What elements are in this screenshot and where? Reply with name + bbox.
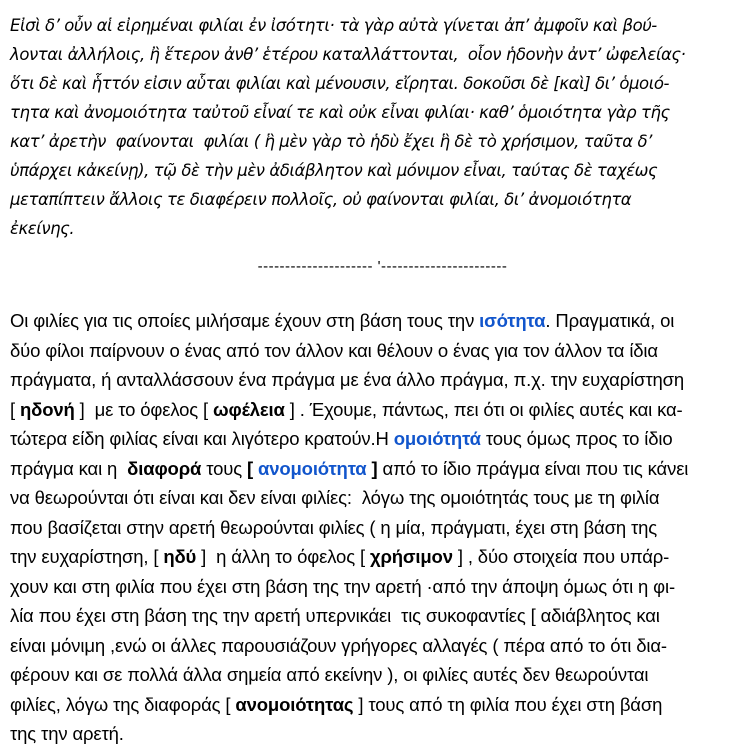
- text-segment: τώτερα είδη φιλίας είναι και λιγότερο κρατούν.Η: [10, 428, 394, 449]
- text-segment: που βασίζεται στην αρετή θεωρούνται φιλίες ( η μία, πράγματι, έχει στη βάση της: [10, 516, 658, 538]
- section-divider: --------------------- '-----------------------: [257, 258, 508, 275]
- text-line: Εἰσὶ δ’ οὖν αἱ εἰρημέναι φιλίαι ἐν ἰσότητι· τὰ γὰρ αὐτὰ γίνεται ἀπ’ ἀμφοῖν καὶ βού-: [10, 16, 657, 35]
- text-segment: ηδονή: [19, 398, 75, 420]
- text-line: [10, 483, 725, 513]
- text-segment: ] η άλλη το όφελος [: [196, 546, 370, 567]
- text-segment: Οι φιλίες για τις οποίες μιλήσαμε έχουν στη βάση τους την: [10, 310, 480, 331]
- text-segment: λία που έχει στη βάση της την αρετή υπερνικάει τις συκοφαντίες [ αδιάβλητος και: [10, 605, 660, 626]
- text-line: ἐκείνης.: [10, 219, 75, 238]
- text-segment: ισότητα: [479, 310, 546, 331]
- modern-greek-paragraph: [10, 306, 725, 749]
- text-line: [10, 306, 725, 336]
- text-line: [10, 365, 725, 395]
- text-segment: ]: [366, 457, 378, 479]
- ancient-greek-paragraph: [10, 11, 725, 243]
- text-segment: [: [10, 398, 20, 420]
- text-segment: [: [246, 457, 258, 479]
- text-segment: ] . Έχουμε, πάντως, πει ότι οι φιλίες αυτές και κα-: [284, 398, 683, 420]
- text-line: κατ’ ἀρετὴν φαίνονται φιλίαι ( ἣ μὲν γὰρ τὸ ἡδὺ ἔχει ἣ δὲ τὸ χρήσιμον, ταῦτα δ’: [10, 132, 652, 151]
- text-segment: να θεωρούνται ότι είναι και δεν είναι φιλίες: λόγω της ομοιότητάς τους με τη φιλία: [10, 487, 660, 508]
- text-line: [10, 395, 725, 425]
- text-segment: τους: [201, 457, 247, 479]
- text-segment: ωφέλεια: [213, 398, 285, 420]
- text-segment: φιλίες, λόγω της διαφοράς [: [10, 693, 236, 715]
- text-line: [10, 336, 725, 366]
- text-segment: φέρουν και σε πολλά άλλα σημεία από εκείνην ), οι φιλίες αυτές δεν θεωρούνται: [10, 664, 649, 685]
- text-segment: ] με το όφελος [: [74, 398, 214, 420]
- text-segment: είναι μόνιμη ,ενώ οι άλλες παρουσιάζουν γρήγορες αλλαγές ( πέρα από το ότι δια-: [10, 634, 667, 656]
- text-line: [10, 690, 725, 720]
- text-segment: ] τους από τη φιλία που έχει στη βάση: [353, 693, 663, 715]
- text-segment: ανομοιότητας: [235, 693, 354, 715]
- text-line: [10, 631, 725, 661]
- text-segment: χουν και στη φιλία που έχει στη βάση της την αρετή ·από την άποψη όμως ότι η φι-: [10, 575, 675, 597]
- text-segment: πράγματα, ή ανταλλάσσουν ένα πράγμα με ένα άλλο πράγμα, π.χ. την ευχαρίστηση: [10, 369, 685, 390]
- text-line: [10, 542, 725, 572]
- text-segment: διαφορά: [127, 457, 202, 479]
- text-line: [10, 454, 725, 484]
- text-segment: πράγμα και η: [10, 457, 128, 479]
- text-segment: της την αρετή.: [10, 723, 124, 744]
- text-line: [10, 513, 725, 543]
- text-line: [10, 572, 725, 602]
- text-line: [10, 601, 725, 631]
- text-line: [10, 424, 725, 454]
- text-line: τητα καὶ ἀνομοιότητα ταὐτοῦ εἶναί τε καὶ οὐκ εἶναι φιλίαι· καθ’ ὁμοιότητα γὰρ τῆς: [10, 103, 670, 122]
- text-line: λονται ἀλλήλοις, ἢ ἕτερον ἀνθ’ ἑτέρου καταλλάττονται, οἷον ἡδονὴν ἀντ’ ὠφελείας·: [10, 45, 686, 64]
- text-line: [10, 660, 725, 690]
- text-segment: από το ίδιο πράγμα είναι που τις κάνει: [377, 457, 689, 479]
- text-line: ὑπάρχει κἀκείνῃ), τῷ δὲ τὴν μὲν ἀδιάβλητον καὶ μόνιμον εἶναι, ταύτας δὲ ταχέως: [10, 161, 658, 180]
- text-segment: ομοιότητά: [393, 428, 481, 449]
- text-segment: . Πραγματικά, οι: [545, 310, 675, 331]
- text-segment: ] , δύο στοιχεία που υπάρ-: [452, 546, 670, 567]
- text-line: ὅτι δὲ καὶ ἧττόν εἰσιν αὗται φιλίαι καὶ μένουσιν, εἴρηται. δοκοῦσι δὲ [καὶ] δι’ ὁμοιό-: [10, 74, 669, 93]
- text-segment: χρήσιμον: [369, 546, 453, 567]
- text-line: [10, 719, 725, 749]
- text-segment: τους όμως προς το ίδιο: [480, 428, 673, 449]
- text-segment: την ευχαρίστηση, [: [10, 546, 164, 567]
- text-line: μεταπίπτειν ἄλλοις τε διαφέρειν πολλοῖς, οὐ φαίνονται φιλίαι, δι’ ἀνομοιότητα: [10, 190, 632, 209]
- text-segment: ηδύ: [163, 546, 197, 567]
- text-segment: δύο φίλοι παίρνουν ο ένας από τον άλλον και θέλουν ο ένας για τον άλλον τα ίδια: [10, 339, 658, 361]
- text-segment: ανομοιότητα: [257, 457, 367, 479]
